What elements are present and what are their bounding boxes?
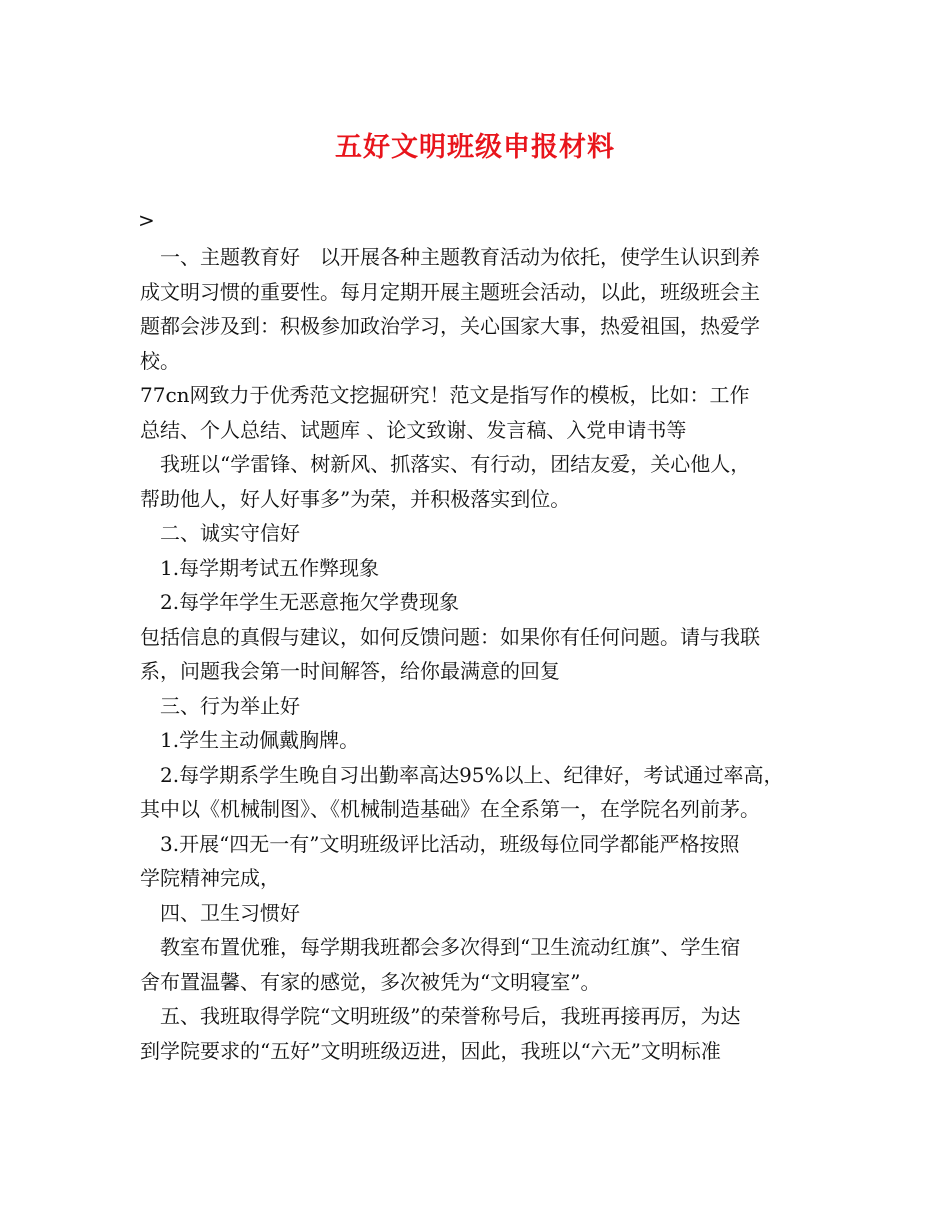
text-line: 系，问题我会第一时间解答，给你最满意的回复 [140, 659, 560, 683]
text-line: 二、诚实守信好 [160, 521, 300, 545]
bullet-mark: > [138, 208, 155, 232]
document-title: 五好文明班级申报材料 [335, 132, 615, 163]
text-line: 四、卫生习惯好 [160, 900, 300, 925]
text-line: 帮助他人，好人好事多”为荣，并积极落实到位。 [140, 486, 571, 511]
text-line: 我班以“学雷锋、树新风、抓落实、有行动，团结友爱，关心他人， [160, 452, 751, 476]
text-line: 校。 [140, 348, 180, 373]
text-line: 2.每学期系学生晚自习出勤率高达95%以上、纪律好，考试通过率高， [160, 762, 784, 787]
text-line: 成文明习惯的重要性。每月定期开展主题班会活动，以此，班级班会主 [140, 279, 760, 304]
text-line: 其中以《机械制图》、《机械制造基础》在全系第一，在学院名列前茅。 [140, 797, 760, 821]
text-line: 三、行为举止好 [160, 693, 300, 718]
text-line: 到学院要求的“五好”文明班级迈进，因此，我班以“六无”文明标准 [140, 1038, 721, 1063]
text-line: 1.每学期考试五作弊现象 [160, 555, 380, 580]
text-line: 1.学生主动佩戴胸牌。 [160, 728, 360, 752]
text-line: 一、主题教育好 以开展各种主题教育活动为依托，使学生认识到养 [160, 245, 760, 269]
text-line: 总结、个人总结、试题库 、论文致谢、发言稿、入党申请书等 [140, 417, 687, 442]
text-line: 教室布置优雅，每学期我班都会多次得到“卫生流动红旗”、学生宿 [160, 935, 741, 959]
text-line: 77cn网致力于优秀范文挖掘研究！范文是指写作的模板，比如：工作 [140, 383, 750, 407]
text-line: 题都会涉及到：积极参加政治学习，关心国家大事，热爱祖国，热爱学 [140, 314, 760, 338]
text-line: 五、我班取得学院“文明班级”的荣誉称号后，我班再接再厉，为达 [160, 1004, 741, 1028]
text-line: 包括信息的真假与建议，如何反馈问题：如果你有任何问题。请与我联 [140, 624, 760, 649]
text-line: 2.每学年学生无恶意拖欠学费现象 [160, 590, 460, 614]
document-body [140, 240, 830, 1068]
text-line: 舍布置温馨、有家的感觉，多次被凭为“文明寝室”。 [140, 969, 601, 994]
text-line: 3.开展“四无一有”文明班级评比活动，班级每位同学都能严格按照 [160, 831, 740, 856]
text-line: 学院精神完成， [140, 866, 280, 890]
